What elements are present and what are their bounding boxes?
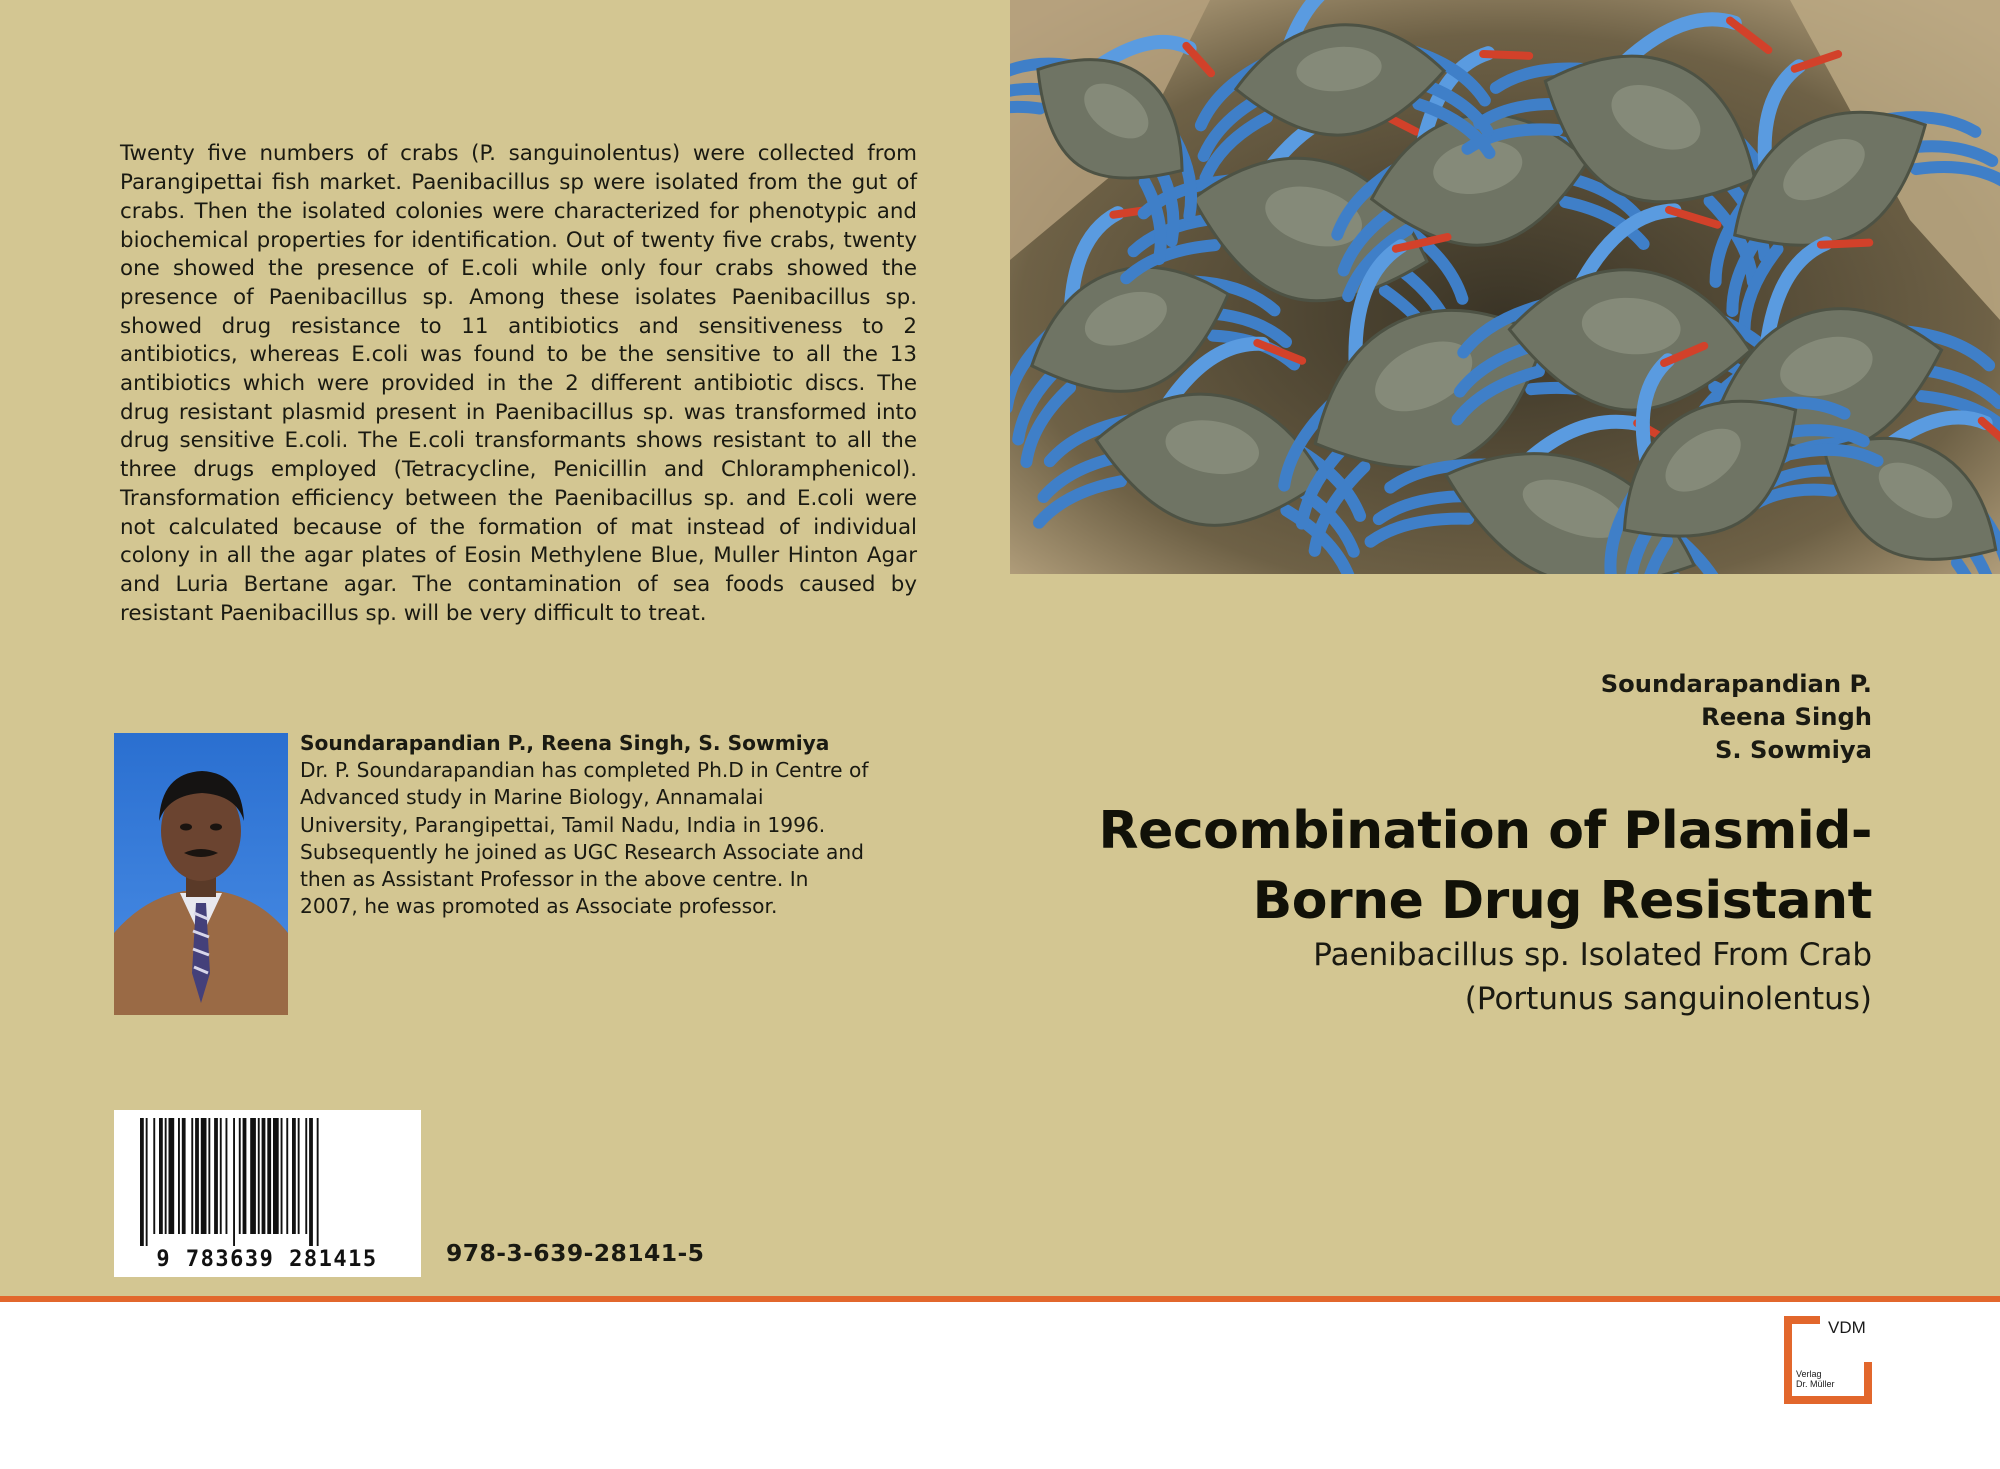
publisher-logo-subtext-2: Dr. Müller [1796,1379,1835,1389]
book-title [972,796,1872,936]
front-author-3: S. Sowmiya [1715,736,1872,764]
barcode-bar [281,1118,283,1234]
barcode-bar [317,1118,319,1246]
author-photo [114,733,288,1015]
front-author-2: Reena Singh [1701,703,1872,731]
barcode [114,1110,421,1277]
author-info [300,730,870,920]
barcode-bar [178,1118,180,1234]
barcode-bar [250,1118,256,1234]
barcode-bar [153,1118,155,1234]
barcode-bar [262,1118,266,1234]
barcode-bar [292,1118,296,1234]
barcode-bar [195,1118,199,1234]
publisher-logo-text: VDM [1828,1318,1866,1337]
isbn-number: 978-3-639-28141-5 [446,1239,705,1267]
barcode-bar [201,1118,207,1234]
barcode-bar [208,1118,210,1234]
bottom-band [0,1302,2000,1469]
barcode-bar [239,1118,241,1234]
front-authors [1272,668,1872,767]
barcode-bar [233,1118,235,1246]
publisher-logo-subtext-1: Verlag [1796,1369,1822,1379]
blurb-text: Twenty five numbers of crabs (P. sanguinolentus) were collected from Parangipettai fish market. Paenibacillus sp were isolated from the gut of crabs. Then the isolated colonies were characterized for phenotypic and biochemical properties for identification. Out of twenty five crabs, twenty one showed the presence of E.coli while only four crabs showed the presence of Paenibacillus sp. Among these isolates Paenibacillus sp. showed drug resistance to 11 antibiotics and sensitiveness to 2 antibiotics, whereas E.coli was found to be the sensitive to all the 13 antibiotics which were provided in the 2 different antibiotic discs. The drug resistant plasmid present in Paenibacillus sp. was transformed into drug sensitive E.coli. The E.coli transformants shows resistant to all the three drugs employed (Tetracycline, Penicillin and Chloramphenicol). Transformation efficiency between the Paenibacillus sp. and E.coli were not calculated because of the formation of mat instead of individual colony in all the agar plates of Eosin Methylene Blue, Muller Hinton Agar and Luria Bertane agar. The contamination of sea foods caused by resistant Paenibacillus sp. will be very difficult to treat. [120,141,917,626]
author-names: Soundarapandian P., Reena Singh, S. Sowmiya [300,731,830,755]
barcode-bar [165,1118,167,1234]
book-subtitle-line-2: (Portunus sanguinolentus) [1464,981,1872,1017]
barcode-bar [286,1118,288,1234]
barcode-bar [146,1118,148,1246]
barcode-bar [169,1118,175,1234]
barcode-bar [226,1118,228,1234]
barcode-bar [182,1118,186,1234]
barcode-bar [258,1118,260,1234]
book-title-line-2: Borne Drug Resistant [1252,871,1872,931]
barcode-bar [140,1118,144,1246]
barcode-bar [305,1118,307,1234]
barcode-bar [220,1118,222,1234]
author-bio: Dr. P. Soundarapandian has completed Ph.D in Centre of Advanced study in Marine Biology, Annamalai University, Parangipettai, Tamil Nadu, India in 1996. Subsequently he joined as UGC Research Associate and then as Assistant Professor in the above centre. In 2007, he was promoted as Associate professor. [300,758,869,919]
barcode-bar [159,1118,163,1234]
barcode-bar [243,1118,247,1234]
barcode-bar [191,1118,193,1234]
barcode-bar [267,1118,271,1234]
book-title-line-1: Recombination of Plasmid- [1098,801,1872,861]
barcode-digits: 9 783639 281415 [156,1247,378,1272]
barcode-bar [298,1118,300,1234]
barcode-bar [309,1118,313,1246]
front-author-1: Soundarapandian P. [1600,670,1872,698]
book-subtitle [972,933,1872,1021]
crab-photo [1010,0,2000,574]
barcode-bar [273,1118,279,1234]
publisher-logo [1780,1310,1874,1410]
book-subtitle-line-1: Paenibacillus sp. Isolated From Crab [1313,937,1872,973]
barcode-bar [214,1118,218,1234]
